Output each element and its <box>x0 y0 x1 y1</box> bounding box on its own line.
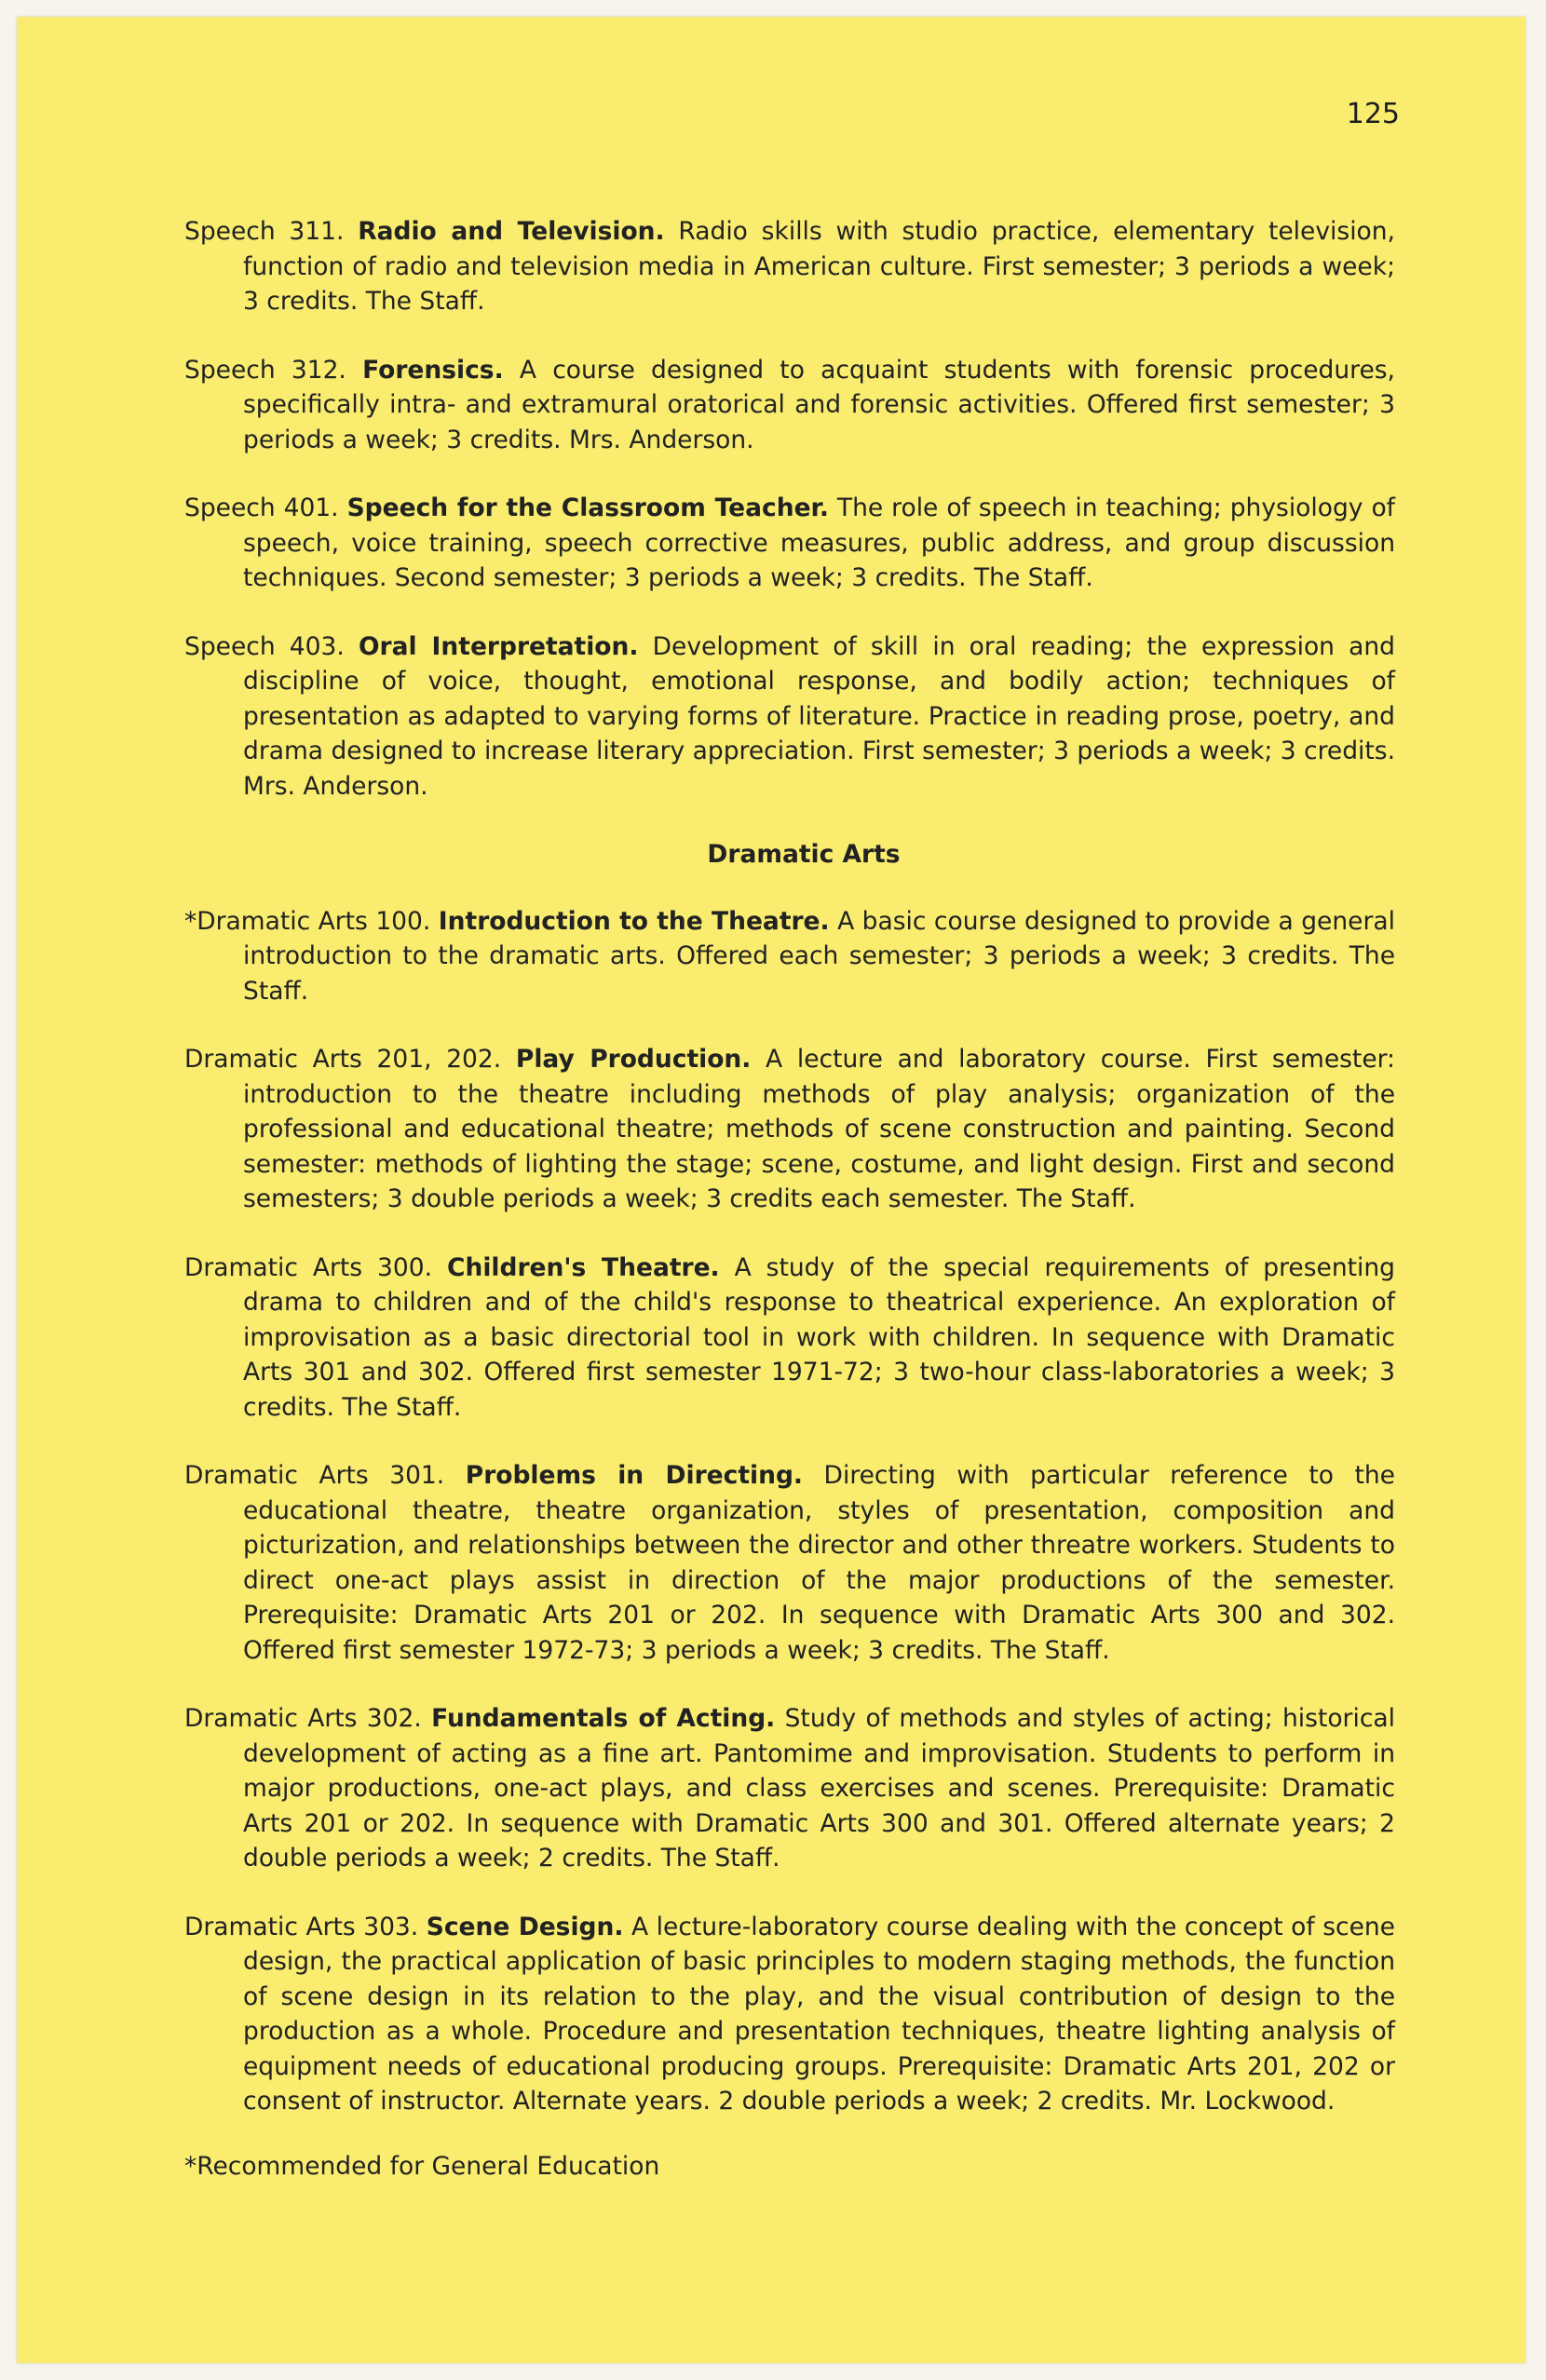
course-entry <box>184 491 1395 596</box>
course-entry <box>184 1910 1395 2119</box>
course-description: Radio skills with studio practice, elementary television, function of radio and television media in American culture. First semester; 3 periods a week; 3 credits. The Staff. <box>243 217 1395 316</box>
course-code: Dramatic Arts 300. <box>184 1252 433 1282</box>
course-code: Speech 401. <box>184 494 339 522</box>
course-code: Dramatic Arts 303. <box>184 1912 419 1941</box>
course-code: Speech 312. <box>184 355 346 385</box>
course-title: Oral Interpretation. <box>359 631 639 661</box>
footnote: *Recommended for General Education <box>184 2151 660 2181</box>
course-code: Dramatic Arts 201, 202. <box>184 1045 502 1074</box>
course-description: The role of speech in teaching; physiology of speech, voice training, speech corrective measures, public address, and group discussion techniques. Second semester; 3 periods a week; 3 credits. The Staff. <box>243 494 1395 592</box>
course-description: Directing with particular reference to the educational theatre, theatre organization, styles of presentation, composition and picturization, and relationships between the director and other threatre workers. Students to direct one-act plays assist in direction of the major productions of the semester. Prerequisite: Dramatic Arts 201 or 202. In sequence with Dramatic Arts 300 and 302. Offered first semester 1972-73; 3 periods a week; 3 credits. The Staff. <box>243 1461 1395 1665</box>
course-entry <box>184 214 1395 319</box>
course-code: Speech 311. <box>184 217 345 246</box>
course-title: Speech for the Classroom Teacher. <box>346 494 829 522</box>
course-description: Study of methods and styles of acting; historical development of acting as a fine art. Pantomime and improvisation. Students to perform in major productions, one-act plays, and class exercises and scenes. Prerequisite: Dramatic Arts 201 or 202. In sequence with Dramatic Arts 300 and 301. Offered alternate years; 2 double periods a week; 2 credits. The Staff. <box>243 1704 1395 1873</box>
page-number: 125 <box>1346 98 1400 130</box>
course-code: Dramatic Arts 301. <box>184 1461 445 1490</box>
course-description: A basic course designed to provide a general introduction to the dramatic arts. Offered each semester; 3 periods a week; 3 credits. The Staff. <box>243 906 1395 1006</box>
course-title: Forensics. <box>362 355 504 385</box>
course-title: Introduction to the Theatre. <box>438 906 830 936</box>
course-code: Speech 403. <box>184 631 345 661</box>
course-title: Radio and Television. <box>358 217 665 246</box>
course-entry <box>184 1251 1395 1426</box>
course-title: Scene Design. <box>426 1912 624 1941</box>
document-page <box>17 17 1526 2363</box>
course-title: Children's Theatre. <box>447 1252 720 1282</box>
course-entry <box>184 353 1395 458</box>
course-title: Play Production. <box>515 1045 752 1074</box>
page-content <box>184 214 1395 2184</box>
course-title: Fundamentals of Acting. <box>431 1704 776 1733</box>
section-heading: Dramatic Arts <box>707 840 901 869</box>
course-description: A course designed to acquaint students with forensic procedures, specifically intra- and extramural oratorical and forensic activities. Offered first semester; 3 periods a week; 3 credits. Mrs. Anderson. <box>243 355 1395 454</box>
course-title: Problems in Directing. <box>465 1461 803 1490</box>
course-entry <box>184 1042 1395 1217</box>
course-entry <box>184 629 1395 805</box>
course-description: A lecture and laboratory course. First semester: introduction to the theatre including methods of play analysis; organization of the professional and educational theatre; methods of scene construction and painting. Second semester: methods of lighting the stage; scene, costume, and light design. First and second semesters; 3 double periods a week; 3 credits each semester. The Staff. <box>243 1045 1395 1213</box>
course-code: *Dramatic Arts 100. <box>184 906 431 936</box>
course-description: A study of the special requirements of presenting drama to children and of the child's response to theatrical experience. An exploration of improvisation as a basic directorial tool in work with children. In sequence with Dramatic Arts 301 and 302. Offered first semester 1971-72; 3 two-hour class-laboratories a week; 3 credits. The Staff. <box>243 1252 1395 1422</box>
course-code: Dramatic Arts 302. <box>184 1704 422 1733</box>
course-description: Development of skill in oral reading; the expression and discipline of voice, thought, emotional response, and bodily action; techniques of presentation as adapted to varying forms of literature. Practice in reading prose, poetry, and drama designed to increase literary appreciation. First semester; 3 periods a week; 3 credits. Mrs. Anderson. <box>243 631 1395 801</box>
course-entry <box>184 904 1395 1009</box>
course-description: A lecture-laboratory course dealing with the concept of scene design, the practical application of basic principles to modern staging methods, the function of scene design in its relation to the play, and the visual contribution of design to the production as a whole. Procedure and presentation techniques, theatre lighting analysis of equipment needs of educational producing groups. Prerequisite: Dramatic Arts 201, 202 or consent of instructor. Alternate years. 2 double periods a week; 2 credits. Mr. Lockwood. <box>243 1912 1395 2116</box>
course-entry <box>184 1458 1395 1668</box>
course-entry <box>184 1701 1395 1876</box>
